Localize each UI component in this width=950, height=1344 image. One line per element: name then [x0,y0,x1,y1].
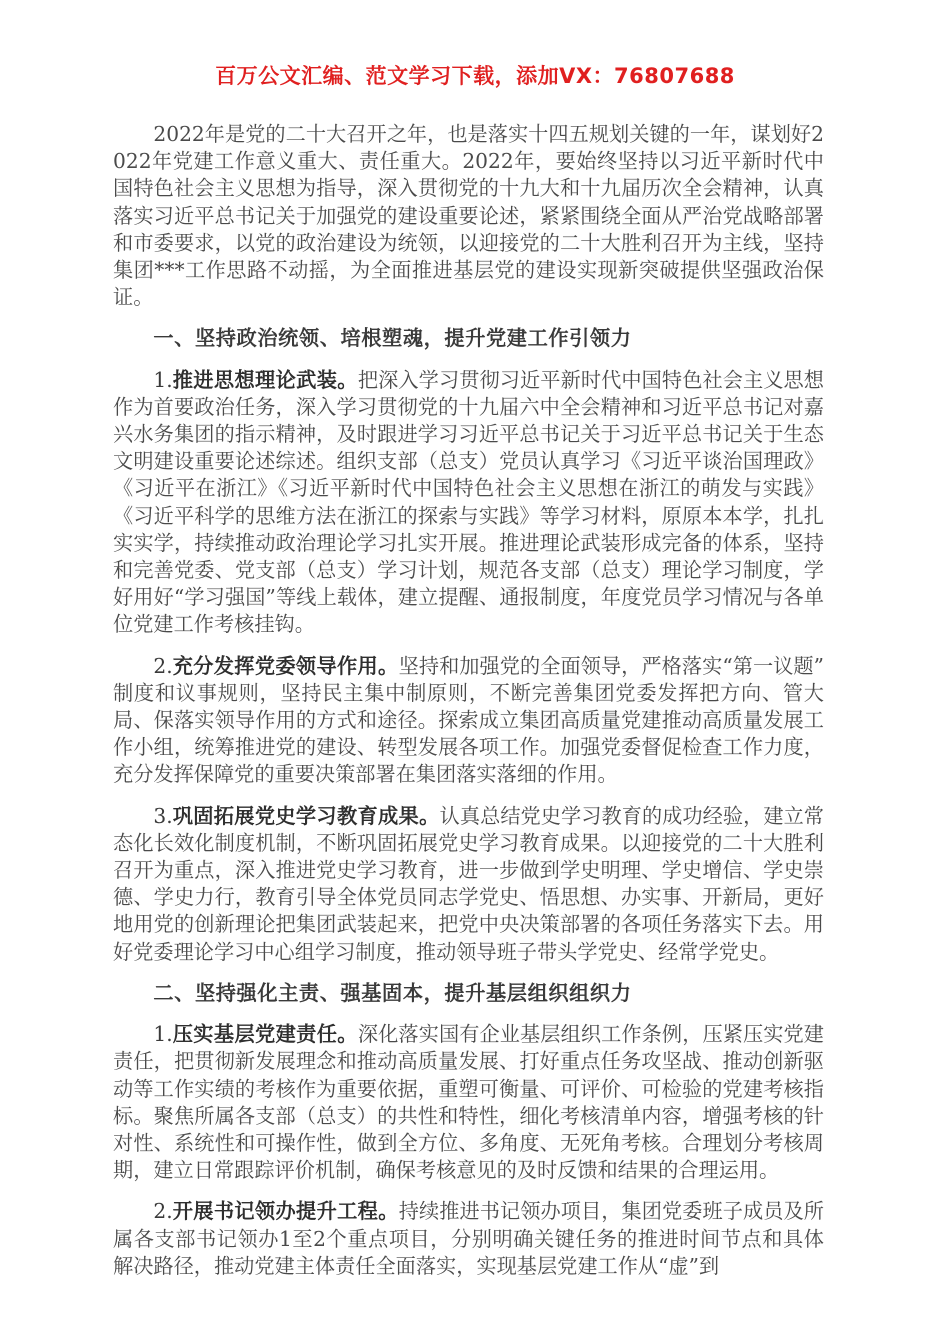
item-number: 3. [153,803,173,828]
section-2-item-2 [113,1198,824,1280]
item-number: 1. [153,367,173,392]
promo-banner: 百万公文汇编、范文学习下载，添加VX：76807688 [215,64,735,88]
section-1-item-1 [113,367,824,639]
item-body: 把深入学习贯彻习近平新时代中国特色社会主义思想作为首要政治任务，深入学习贯彻党的十九届六中全会精神和习近平总书记对嘉兴水务集团的指示精神，及时跟进学习习近平总书记关于习近平总书记关于生态文明建设重要论述综述。组织支部（总支）党员认真学习《习近平谈治国理政》《习近平在浙江》《习近平新时代中国特色社会主义思想在浙江的萌发与实践》《习近平科学的思维方法在浙江的探索与实践》等学习材料，原原本本学，扎扎实实学，持续推动政治理论学习扎实开展。推进理论武装形成完备的体系，坚持和完善党委、党支部（总支）学习计划，规范各支部（总支）理论学习制度，学好用好“学习强国”等线上载体，建立提醒、通报制度，年度党员学习情况与各单位党建工作考核挂钩。 [113,367,824,637]
section-1-item-3 [113,803,824,966]
item-number: 2. [153,653,173,678]
section-2-item-1 [113,1021,824,1184]
item-lead: 开展书记领办提升工程。 [172,1199,399,1224]
item-number: 2. [153,1199,173,1224]
item-number: 1. [153,1022,173,1047]
item-body: 坚持和加强党的全面领导，严格落实“第一议题”制度和议事规则，坚持民主集中制原则，不断完善集团党委发挥把方向、管大局、保落实领导作用的方式和途径。探索成立集团高质量党建推动高质量发展工作小组，统筹推进党的建设、转型发展各项工作。加强党委督促检查工作力度，充分发挥保障党的重要决策部署在集团落实落细的作用。 [113,653,824,787]
item-lead: 推进思想理论武装。 [172,367,358,392]
item-body: 认真总结党史学习教育的成功经验，建立常态化长效化制度机制，不断巩固拓展党史学习教育成果。以迎接党的二十大胜利召开为重点，深入推进党史学习教育，进一步做到学史明理、学史增信、学史崇德、学史力行，教育引导全体党员同志学党史、悟思想、办实事、开新局，更好地用党的创新理论把集团武装起来，把党中央决策部署的各项任务落实下去。用好党委理论学习中心组学习制度，推动领导班子带头学党史、经常学党史。 [113,803,824,964]
item-lead: 充分发挥党委领导作用。 [172,653,399,678]
section-1-item-2 [113,653,824,789]
item-lead: 巩固拓展党史学习教育成果。 [172,803,440,828]
section-heading-2: 二、坚持强化主责、强基固本，提升基层组织组织力 [153,980,632,1005]
item-body: 深化落实国有企业基层组织工作条例，压紧压实党建责任，把贯彻新发展理念和推动高质量发展、打好重点任务攻坚战、推动创新驱动等工作实绩的考核作为重要依据，重塑可衡量、可评价、可检验的党建考核指标。聚焦所属各支部（总支）的共性和特性，细化考核清单内容，增强考核的针对性、系统性和可操作性，做到全方位、多角度、无死角考核。合理划分考核周期，建立日常跟踪评价机制，确保考核意见的及时反馈和结果的合理运用。 [113,1022,824,1183]
item-lead: 压实基层党建责任。 [172,1022,358,1047]
document-body [113,121,824,1280]
section-heading-1: 一、坚持政治统领、培根塑魂，提升党建工作引领力 [153,326,632,351]
intro-paragraph: 2022年是党的二十大召开之年，也是落实十四五规划关键的一年，谋划好2022年党建工作意义重大、责任重大。2022年，要始终坚持以习近平新时代中国特色社会主义思想为指导，深入贯彻党的十九大和十九届历次全会精神，认真落实习近平总书记关于加强党的建设重要论述，紧紧围绕全面从严治党战略部署和市委要求，以党的政治建设为统领，以迎接党的二十大胜利召开为主线，坚持集团***工作思路不动摇，为全面推进基层党的建设实现新突破提供坚强政治保证。 [113,122,824,310]
item-body: 持续推进书记领办项目，集团党委班子成员及所属各支部书记领办1至2个重点项目，分别明确关键任务的推进时间节点和具体解决路径，推动党建主体责任全面落实，实现基层党建工作从“虚”到 [113,1199,824,1278]
